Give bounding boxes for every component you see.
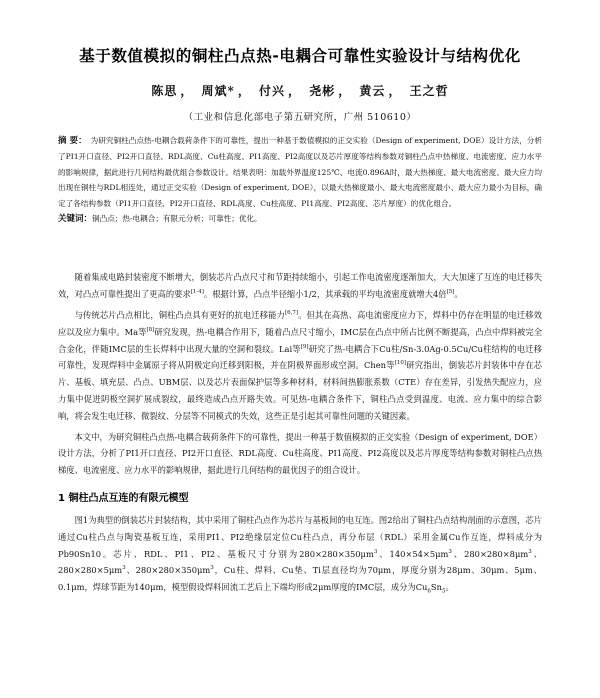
- abstract: [58, 133, 542, 211]
- keywords-text: 铜凸点；热-电耦合；有限元分析；可靠性；优化。: [92, 214, 262, 224]
- paragraph-intro-2: 与传统芯片凸点相比，铜柱凸点具有更好的抗电迁移能力[6,7]。但其在高热、高电流密度应力下，焊料中仍存在明显的电迁移效应以及应力集中。Ma等[8]研究发现，热-电耦合作用下，随着凸点尺寸缩小，IMC层在凸点中所占比例不断提高，凸点中焊料被完全合金化，伴随IMC层的生长焊料中出现大量的空洞和裂纹。Lai等[9]研究了热-电耦合下Cu柱/Sn-3.0Ag-0.5Cu/Cu柱结构的电迁移可靠性，发现焊料中金属原子将从阴极定向迁移到阳极，并在阴极界面形成空洞。Chen等[10]研究指出，倒装芯片封装体中存在芯片、基板、填充层、凸点、UBM层、以及芯片表面保护层等多种材料，材料间热膨胀系数（CTE）存在差异，引发热失配应力，应力集中促进阴极空洞扩展成裂纹，最终造成凸点开路失效。可见热-电耦合条件下，铜柱凸点受到温度、电流、应力集中的综合影响，将会发生电迁移、微裂纹、分层等不同模式的失效，这些正是引起其可靠性问题的关键因素。: [58, 310, 542, 421]
- citation: [1-4]: [190, 289, 204, 296]
- author: 付兴: [259, 84, 286, 98]
- paper-body: [58, 269, 542, 596]
- paragraph-model: 图1为典型的倒装芯片封装结构，其中采用了铜柱凸点作为芯片与基板间的电互连。图2给出了铜柱凸点结构剖面的示意图，芯片通过Cu柱凸点与陶瓷基板互连，采用PI1、PI2绝缘层定位Cu柱凸点，再分布层（RDL）采用金属Cu作互连，焊料成分为Pb90Sn10。芯片、RDL、PI1、PI2、基板尺寸分别为$280\times 280\times 350\mu m^3$、$140\times 54\times 5\mu m^3$、$280\times 280\times 8\mu m^3$、$280\times 280\times 5\mu m^3$、$280\times 280\times 350\mu m^3$，Cu柱、焊料、Cu垫、Ti层直径均为70μm，厚度分别为28μm、30μm、5μm、0.1μm，焊球节距为140μm，模型假设焊料回流工艺后上下端均形成2μm厚度的IMC层，成分为$Cu_6Sn_5$。: [58, 515, 543, 595]
- author-list: 陈思 ， 周斌* ， 付兴 ， 尧彬 ， 黄云 ， 王之哲: [151, 84, 449, 98]
- paragraph-intro-1: 随着集成电路封装密度不断增大，倒装芯片凸点尺寸和节距持续缩小，引起工作电流密度逐渐加大，大大加速了互连的电迁移失效，对凸点可靠性提出了更高的要求[1-4]。根据计算，凸点半径缩小1/2，其承载的平均电流密度就增大4倍[5]。: [58, 272, 542, 300]
- citation: [9]: [300, 343, 309, 350]
- citation: [8]: [146, 327, 155, 334]
- citation: [6,7]: [284, 310, 298, 317]
- abstract-text: 为研究铜柱凸点热-电耦合载荷条件下的可靠性，提出一种基于数值模拟的正交实验（Design of experiment, DOE）设计方法，分析了PI1开口直径、PI2开口直径、RDL高度、Cu柱高度、PI1高度、PI2高度以及芯片厚度等结构参数对铜柱凸点中热梯度、电流密度、应力水平的影响规律，据此进行几何结构最优组合参数设计。结果表明：加载外界温度125℃、电流0.896A时，最大热梯度、最大电流密度、最大应力均出现在铜柱与RDL相连处，通过正交实验（Design of experiment, DOE），以最大热梯度最小、最大电流密度最小、最大应力最小为目标，确定了各结构参数（PI1开口直径、PI2开口直径、RDL高度、Cu柱高度、PI1高度、PI2高度、芯片厚度）的优化组合。: [58, 136, 542, 208]
- section-heading: 1 铜柱凸点互连的有限元模型: [58, 493, 189, 504]
- author: 陈思: [151, 84, 178, 98]
- paper-title: 基于数值模拟的铜柱凸点热-电耦合可靠性实验设计与结构优化: [79, 47, 521, 65]
- keywords-label: 关键词：: [58, 214, 93, 225]
- author: 周斌*: [201, 84, 235, 98]
- author: 黄云: [359, 84, 386, 98]
- author: 王之哲: [409, 84, 449, 98]
- citation: [5]: [446, 289, 455, 296]
- paragraph-intro-3: 本文中，为研究铜柱凸点热-电耦合载荷条件下的可靠性，提出一种基于数值模拟的正交实验（Design of experiment, DOE）设计方法，分析了PI1开口直径、PI2开口直径、RDL高度、Cu柱高度、PI1高度、PI2高度以及芯片厚度等结构参数对铜柱凸点热梯度、电流密度、应力水平的影响规律，据此进行几何结构的最优因子的组合设计。: [58, 431, 542, 476]
- author: 尧彬: [309, 84, 336, 98]
- affiliation: （工业和信息化部电子第五研究所，广州 510610）: [183, 112, 417, 123]
- abstract-label: 摘 要：: [58, 136, 87, 146]
- citation: [10]: [394, 360, 406, 367]
- keywords: [58, 211, 542, 227]
